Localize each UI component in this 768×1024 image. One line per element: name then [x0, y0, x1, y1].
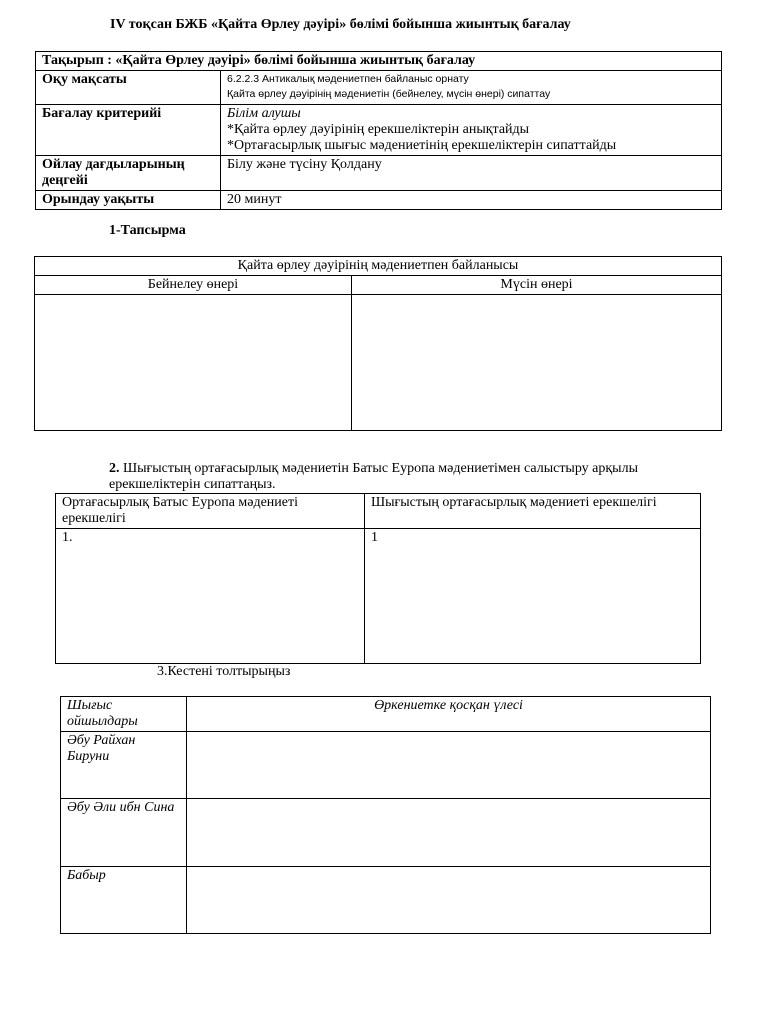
- task2-answer-west[interactable]: 1.: [56, 529, 365, 664]
- time-label: Орындау уақыты: [36, 191, 221, 210]
- thinking-label: [36, 156, 221, 191]
- criteria-label: Бағалау критерийі: [36, 105, 221, 156]
- task1-table: [34, 256, 722, 431]
- task3-header-thinkers-line-1: Шығыс: [67, 698, 113, 713]
- objective-value: [221, 71, 722, 105]
- task2-text-line-1: [109, 461, 729, 477]
- objective-line-1: 6.2.2.3 Антикалық мәдениетпен байланыс орнату: [227, 73, 469, 85]
- time-value: 20 минут: [221, 191, 722, 210]
- task1-answer-fine-art[interactable]: [35, 295, 352, 431]
- criteria-value: [221, 105, 722, 156]
- task3-header-thinkers: [61, 697, 187, 732]
- task2-answer-east[interactable]: 1: [365, 529, 701, 664]
- task2-text: [109, 461, 729, 493]
- task3-answer-babur[interactable]: [187, 867, 711, 934]
- task1-col-fine-art: Бейнелеу өнері: [35, 276, 352, 295]
- task2-text-line-2: ерекшеліктерін сипаттаңыз.: [109, 477, 276, 492]
- task2-number: 2.: [109, 461, 120, 476]
- task2-col-west-line-2: ерекшелігі: [62, 511, 126, 526]
- task3-row-babur: Бабыр: [61, 867, 187, 934]
- task3-table: [60, 696, 711, 934]
- task3-row-biruni: [61, 732, 187, 799]
- task3-row-biruni-line-1: Әбу Райхан: [67, 733, 136, 748]
- task2-col-east: Шығыстың ортағасырлық мәдениеті ерекшелігі: [365, 494, 701, 529]
- task3-heading: 3.Кестені толтырыңыз: [157, 664, 291, 679]
- task1-table-title: Қайта өрлеу дәуірінің мәдениетпен байланысы: [35, 257, 722, 276]
- info-table: [35, 51, 722, 210]
- task2-table: [55, 493, 701, 664]
- main-title: IV тоқсан БЖБ «Қайта Өрлеу дәуірі» бөлімі бойынша жиынтық бағалау: [110, 17, 571, 32]
- objective-line-2: Қайта өрлеу дәуірінің мәдениетін (бейнелеу, мүсін өнері) сипаттау: [227, 88, 551, 100]
- thinking-label-line-2: деңгейі: [42, 173, 88, 188]
- criteria-intro: Білім алушы: [227, 106, 301, 121]
- task2-col-west: [56, 494, 365, 529]
- task1-heading: 1-Тапсырма: [109, 223, 186, 238]
- topic-cell: Тақырып : «Қайта Өрлеу дәуірі» бөлімі бойынша жиынтық бағалау: [36, 52, 722, 71]
- task3-row-ibn-sina: Әбу Әли ибн Сина: [61, 799, 187, 867]
- thinking-value: Білу және түсіну Қолдану: [221, 156, 722, 191]
- task2-text-line-1-body: Шығыстың ортағасырлық мәдениетін Батыс Еуропа мәдениетімен салыстыру арқылы: [119, 461, 638, 476]
- task1-answer-sculpture[interactable]: [352, 295, 722, 431]
- task3-answer-biruni[interactable]: [187, 732, 711, 799]
- task3-row-biruni-line-2: Бируни: [67, 749, 110, 764]
- task2-col-west-line-1: Ортағасырлық Батыс Еуропа мәдениеті: [62, 495, 299, 510]
- criteria-item-2: *Ортағасырлық шығыс мәдениетінің ерекшеліктерін сипаттайды: [227, 138, 617, 153]
- task3-header-contribution: Өркениетке қосқан үлесі: [187, 697, 711, 732]
- task3-header-thinkers-line-2: ойшылдары: [67, 714, 138, 729]
- thinking-label-line-1: Ойлау дағдыларының: [42, 157, 185, 172]
- task3-answer-ibn-sina[interactable]: [187, 799, 711, 867]
- objective-label: Оқу мақсаты: [36, 71, 221, 105]
- criteria-item-1: *Қайта өрлеу дәуірінің ерекшеліктерін анықтайды: [227, 122, 530, 137]
- task1-col-sculpture: Мүсін өнері: [352, 276, 722, 295]
